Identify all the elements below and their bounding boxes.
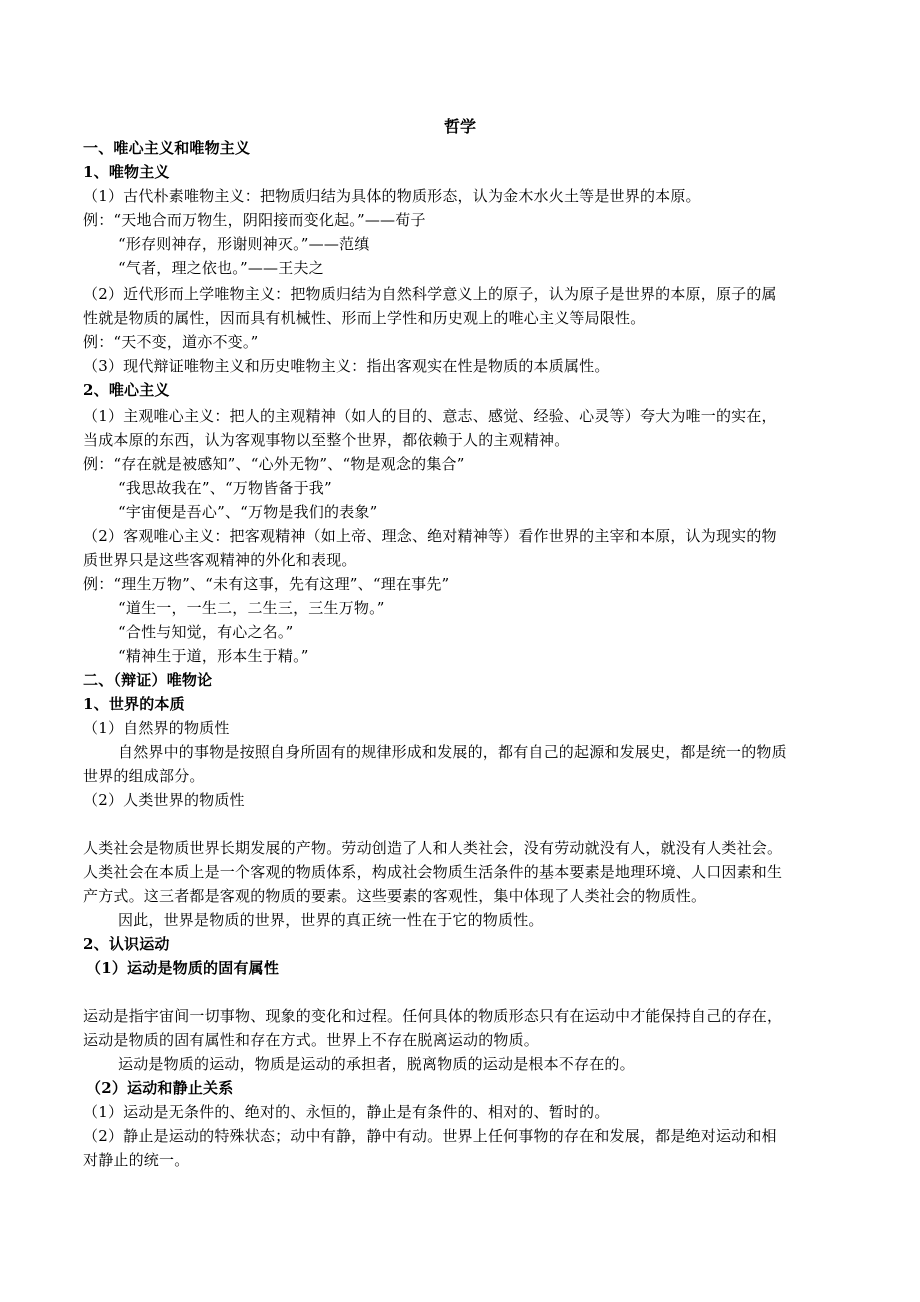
example-line: “我思故我在”、“万物皆备于我” bbox=[118, 479, 332, 497]
paragraph-line: 产方式。这三者都是客观的物质的要素。这些要素的客观性，集中体现了人类社会的物质性。 bbox=[83, 887, 707, 905]
section-heading: 一、唯心主义和唯物主义 bbox=[83, 139, 251, 157]
example-line: 例：“理生万物”、“未有这事，先有这理”、“理在事先” bbox=[83, 575, 450, 593]
text-line: （3）现代辩证唯物主义和历史唯物主义：指出客观实在性是物质的本质属性。 bbox=[83, 357, 610, 375]
text-line: （1）自然界的物质性 bbox=[83, 719, 230, 737]
text-line: 性就是物质的属性，因而具有机械性、形而上学性和历史观上的唯心主义等局限性。 bbox=[83, 309, 646, 327]
example-line: “形存则神存，形谢则神灭。”——范缜 bbox=[118, 235, 370, 253]
paragraph-line: 运动是物质的运动，物质是运动的承担者，脱离物质的运动是根本不存在的。 bbox=[118, 1055, 635, 1073]
text-line: 当成本原的东西，认为客观事物以至整个世界，都依赖于人的主观精神。 bbox=[83, 431, 570, 449]
text-line: （2）人类世界的物质性 bbox=[83, 791, 245, 809]
text-line: （1）运动是无条件的、绝对的、永恒的，静止是有条件的、相对的、暂时的。 bbox=[83, 1103, 610, 1121]
text-line: （1）主观唯心主义：把人的主观精神（如人的目的、意志、感觉、经验、心灵等）夸大为唯一的实在， bbox=[83, 407, 777, 425]
paragraph-line: 世界的组成部分。 bbox=[83, 767, 205, 785]
example-line: “宇宙便是吾心”、“万物是我们的表象” bbox=[118, 503, 378, 521]
section-heading: 二、（辩证）唯物论 bbox=[83, 671, 213, 689]
example-line: “道生一，一生二，二生三，三生万物。” bbox=[118, 599, 385, 617]
example-line: “精神生于道，形本生于精。” bbox=[118, 647, 309, 665]
subsection-heading: 2、认识运动 bbox=[83, 935, 170, 953]
example-line: 例：“天不变，道亦不变。” bbox=[83, 333, 259, 351]
text-line: （2）客观唯心主义：把客观精神（如上帝、理念、绝对精神等）看作世界的主宰和本原，认为现实的物 bbox=[83, 527, 777, 545]
example-line: “气者，理之依也。”——王夫之 bbox=[118, 259, 324, 277]
text-line: （2）静止是运动的特殊状态；动中有静，静中有动。世界上任何事物的存在和发展，都是绝对运动和相 bbox=[83, 1127, 777, 1145]
paragraph-line: 人类社会在本质上是一个客观的物质体系，构成社会物质生活条件的基本要素是地理环境、人口因素和生 bbox=[83, 863, 783, 881]
subsection-heading: 1、唯物主义 bbox=[83, 163, 170, 181]
document-title: 哲学 bbox=[443, 117, 476, 136]
example-line: 例：“天地合而万物生，阴阳接而变化起。”——荀子 bbox=[83, 211, 426, 229]
text-line: 质世界只是这些客观精神的外化和表现。 bbox=[83, 551, 357, 569]
text-line: （1）古代朴素唯物主义：把物质归结为具体的物质形态，认为金木水火土等是世界的本原。 bbox=[83, 187, 701, 205]
example-line: “合性与知觉，有心之名。” bbox=[118, 623, 294, 641]
point-heading: （2）运动和静止关系 bbox=[86, 1079, 234, 1097]
subsection-heading: 2、唯心主义 bbox=[83, 381, 170, 399]
paragraph-line: 运动是物质的固有属性和存在方式。世界上不存在脱离运动的物质。 bbox=[83, 1031, 540, 1049]
paragraph-line: 人类社会是物质世界长期发展的产物。劳动创造了人和人类社会，没有劳动就没有人，就没有人类社会。 bbox=[83, 839, 783, 857]
paragraph-line: 因此，世界是物质的世界，世界的真正统一性在于它的物质性。 bbox=[118, 911, 544, 929]
subsection-heading: 1、世界的本质 bbox=[83, 695, 185, 713]
example-line: 例：“存在就是被感知”、“心外无物”、“物是观念的集合” bbox=[83, 455, 465, 473]
text-line: （2）近代形而上学唯物主义：把物质归结为自然科学意义上的原子，认为原子是世界的本原，原子的属 bbox=[83, 285, 777, 303]
paragraph-line: 自然界中的事物是按照自身所固有的规律形成和发展的，都有自己的起源和发展史，都是统一的物质 bbox=[118, 743, 787, 761]
paragraph-line: 运动是指宇宙间一切事物、现象的变化和过程。任何具体的物质形态只有在运动中才能保持自己的存在， bbox=[83, 1007, 783, 1025]
point-heading: （1）运动是物质的固有属性 bbox=[86, 959, 280, 977]
text-line: 对静止的统一。 bbox=[83, 1151, 190, 1169]
